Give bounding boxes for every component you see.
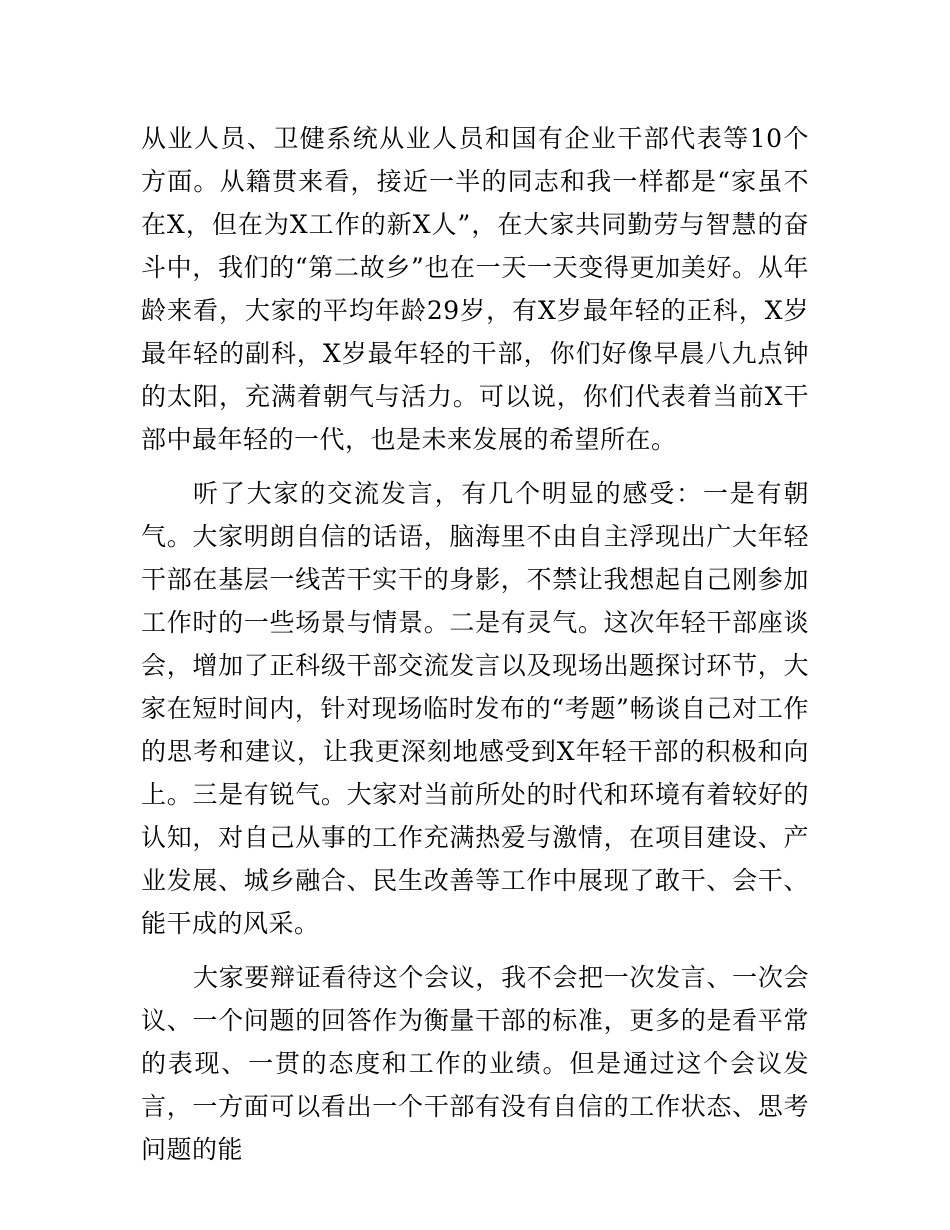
paragraph-2: 听了大家的交流发言，有几个明显的感受：一是有朝气。大家明朗自信的话语，脑海里不由自主浮现出广大年轻干部在基层一线苦干实干的身影，不禁让我想起自己刚参加工作时的一些场景与情景。二是有灵气。这次年轻干部座谈会，增加了正科级干部交流发言以及现场出题探讨环节，大家在短时间内，针对现场临时发布的“考题”畅谈自己对工作的思考和建议，让我更深刻地感受到X年轻干部的积极和向上。三是有锐气。大家对当前所处的时代和环境有着较好的认知，对自己从事的工作充满热爱与激情，在项目建设、产业发展、城乡融合、民生改善等工作中展现了敢干、会干、能干成的风采。 (141, 479, 809, 938)
paragraph-3: 大家要辩证看待这个会议，我不会把一次发言、一次会议、一个问题的回答作为衡量干部的标准，更多的是看平常的表现、一贯的态度和工作的业绩。但是通过这个会议发言，一方面可以看出一个干部有没有自信的工作状态、思考问题的能 (141, 963, 809, 1164)
paragraph-1: 从业人员、卫健系统从业人员和国有企业干部代表等10个方面。从籍贯来看，接近一半的同志和我一样都是“家虽不在X，但在为X工作的新X人”，在大家共同勤劳与智慧的奋斗中，我们的“第二故乡”也在一天一天变得更加美好。从年龄来看，大家的平均年龄29岁，有X岁最年轻的正科，X岁最年轻的副科，X岁最年轻的干部，你们好像早晨八九点钟的太阳，充满着朝气与活力。可以说，你们代表着当前X干部中最年轻的一代，也是未来发展的希望所在。 (141, 124, 809, 454)
body-text (141, 117, 809, 1171)
